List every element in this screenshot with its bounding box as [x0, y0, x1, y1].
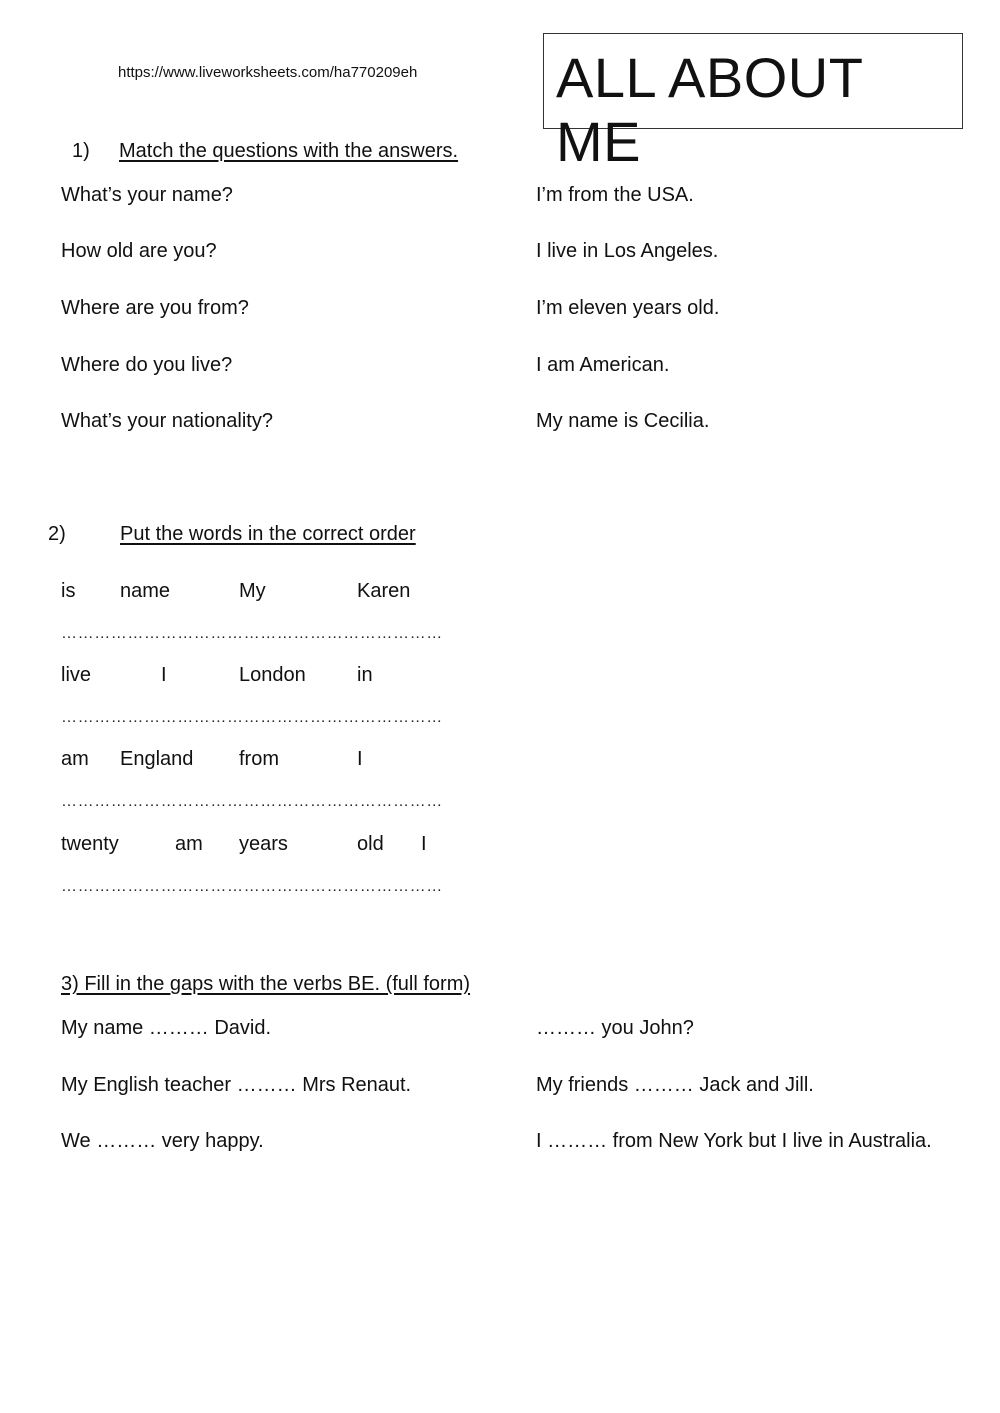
scrambled-word: London: [239, 664, 306, 686]
question-item: Where are you from?: [61, 297, 249, 319]
scrambled-word: am: [61, 748, 89, 770]
scrambled-word: Karen: [357, 580, 411, 602]
section1-heading: Match the questions with the answers.: [119, 140, 459, 162]
scrambled-word: old: [357, 833, 384, 855]
gap-sentence[interactable]: I ……… from New York but I live in Australia.: [536, 1130, 932, 1152]
question-item: What’s your nationality?: [61, 410, 273, 432]
section3-heading: 3) Fill in the gaps with the verbs BE. (full form): [61, 973, 471, 995]
answer-item[interactable]: I am American.: [536, 354, 670, 376]
answer-item[interactable]: My name is Cecilia.: [536, 410, 710, 432]
answer-item[interactable]: I’m from the USA.: [536, 184, 694, 206]
gap-sentence[interactable]: We ……… very happy.: [61, 1130, 264, 1152]
scrambled-word: is: [61, 580, 76, 602]
gap-sentence[interactable]: My name ……… David.: [61, 1017, 272, 1039]
scrambled-word: My: [239, 580, 266, 602]
scrambled-word: years: [239, 833, 288, 855]
scrambled-word: I: [357, 748, 363, 770]
answer-line-input[interactable]: ……………………………………………………………: [61, 793, 443, 810]
section2-number: 2): [48, 523, 66, 545]
scrambled-word: name: [120, 580, 171, 602]
scrambled-word: in: [357, 664, 373, 686]
question-item: Where do you live?: [61, 354, 233, 376]
source-url: https://www.liveworksheets.com/ha770209eh: [118, 64, 418, 81]
section2-heading: Put the words in the correct order: [120, 523, 416, 545]
answer-item[interactable]: I’m eleven years old.: [536, 297, 720, 319]
scrambled-word: am: [175, 833, 203, 855]
answer-line-input[interactable]: ……………………………………………………………: [61, 878, 443, 895]
answer-line-input[interactable]: ……………………………………………………………: [61, 709, 443, 726]
scrambled-word: twenty: [61, 833, 119, 855]
scrambled-word: live: [61, 664, 92, 686]
scrambled-word: from: [239, 748, 279, 770]
page-title: ALL ABOUT ME: [556, 46, 863, 173]
title-box: [543, 33, 963, 173]
scrambled-word: I: [161, 664, 167, 686]
scrambled-word: England: [120, 748, 194, 770]
section1-number: 1): [72, 140, 90, 162]
gap-sentence[interactable]: ……… you John?: [536, 1017, 694, 1039]
gap-sentence[interactable]: My friends ……… Jack and Jill.: [536, 1074, 814, 1096]
scrambled-word: I: [421, 833, 427, 855]
answer-item[interactable]: I live in Los Angeles.: [536, 240, 719, 262]
question-item: How old are you?: [61, 240, 217, 262]
gap-sentence[interactable]: My English teacher ……… Mrs Renaut.: [61, 1074, 412, 1096]
answer-line-input[interactable]: ……………………………………………………………: [61, 625, 443, 642]
question-item: What’s your name?: [61, 184, 233, 206]
